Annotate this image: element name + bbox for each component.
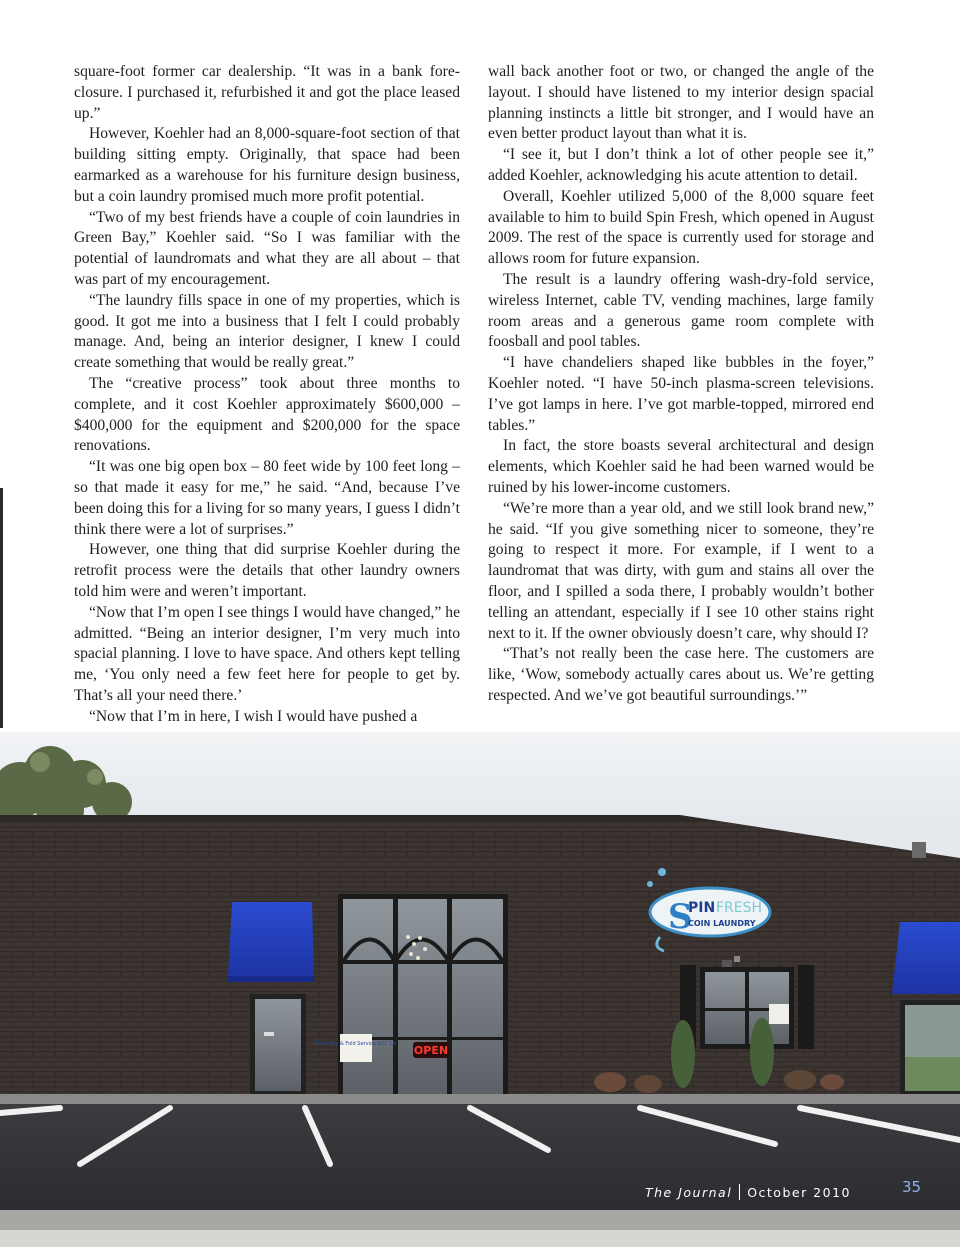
window-poster-text: Wash-Dry & Fold Service BOC LN. xyxy=(314,1041,398,1047)
paragraph: “That’s not really been the case here. The customers are like, ‘Wow, somebody actually cares about us. We’re getting respected. And we’ve got beautiful surroundings.’” xyxy=(488,645,874,704)
paragraph: wall back another foot or two, or changed the angle of the layout. I should have listened to my interior design spacial planning instincts a little bit stronger, and I would have an even better product layout than what it is. xyxy=(488,63,874,143)
paragraph: The “creative process” took about three months to complete, and it cost Koehler approximately $600,000 – $400,000 for the equipment and $200,000 for the space renovations. xyxy=(74,374,460,455)
paragraph: However, Koehler had an 8,000-square-foot section of that building sitting empty. Originally, that space had been earmarked as a warehouse for his furniture design business, but a coin laundry promised much more profit potential. xyxy=(74,125,460,205)
right-awning xyxy=(892,922,960,994)
sign-spin: PIN xyxy=(688,900,716,916)
left-awning xyxy=(228,902,314,978)
article-body xyxy=(74,62,874,732)
issue-date: October 2010 xyxy=(747,1184,851,1200)
paragraph: The result is a laundry offering wash-dry-fold service, wireless Internet, cable TV, vending machines, large family room areas and a generous game room complete with foosball and pool tables. xyxy=(488,270,874,351)
sign-coin-laundry: COIN LAUNDRY xyxy=(688,919,756,928)
storefront-photo xyxy=(0,732,960,1247)
paragraph: square-foot former car dealership. “It was in a bank fore-closure. I purchased it, refurbished it and got the place leased up.” xyxy=(74,63,460,122)
publication-name: The Journal xyxy=(645,1184,733,1200)
svg-text:S: S xyxy=(668,897,693,937)
sign-fresh: FRESH xyxy=(716,900,763,916)
footer-divider xyxy=(739,1184,740,1200)
paragraph: In fact, the store boasts several architectural and design elements, which Koehler said he had been warned would be ruined by his lower-income customers. xyxy=(488,437,874,496)
paragraph: “The laundry fills space in one of my properties, which is good. It got me into a business that I felt I could probably manage. And, being an interior designer, I knew I could create something that would be really great.” xyxy=(74,291,460,372)
page-number: 35 xyxy=(902,1178,922,1196)
right-column xyxy=(488,62,874,732)
page-footer xyxy=(645,1180,851,1204)
paragraph: “Two of my best friends have a couple of coin laundries in Green Bay,” Koehler said. “So I was familiar with the potential of laundromats and what they are all about – that was part of my encouragement. xyxy=(74,208,460,288)
left-column xyxy=(74,62,460,732)
page-edge-rule xyxy=(0,488,3,728)
paragraph: “I have chandeliers shaped like bubbles in the foyer,” Koehler noted. “I have 50-inch plasma-screen televisions. I’ve got lamps in here. I’ve got marble-topped, mirrored end tables.” xyxy=(488,354,874,434)
paragraph: “Now that I’m open I see things I would have changed,” he admitted. “Being an interior designer, I’m very much into spacial planning. I love to have space. And others kept telling me, ‘You only need a few feet here for people to get by. That’s all your need there.’ xyxy=(74,603,460,704)
paragraph: “Now that I’m in here, I wish I would have pushed a xyxy=(89,707,418,725)
paragraph: “It was one big open box – 80 feet wide by 100 feet long – so that made it easy for me,” he said. “And, because I’ve been doing this for a living for so many years, I guess I didn’t think there were a lot of surprises.” xyxy=(74,458,460,538)
open-sign-text: OPEN xyxy=(413,1044,449,1057)
paragraph: Overall, Koehler utilized 5,000 of the 8,000 square feet available to him to build Spin Fresh, which opened in August 2009. The rest of the space is currently used for storage and allows room for future expansion. xyxy=(488,187,874,268)
paragraph: However, one thing that did surprise Koehler during the retrofit process were the details that other laundry owners told him were and weren’t important. xyxy=(74,541,460,600)
paragraph: “I see it, but I don’t think a lot of other people see it,” added Koehler, acknowledging his acute attention to detail. xyxy=(488,146,874,184)
paragraph: “We’re more than a year old, and we still look brand new,” he said. “If you give something nicer to someone, they’re going to respect it more. For example, if I went to a laundromat that was dirty, with gum and stains all over the floor, and I spilled a soda there, I probably wouldn’t bother telling an attendant, especially if I see 10 other stains right next to it. If the owner obviously doesn’t care, why should I? xyxy=(488,499,874,642)
